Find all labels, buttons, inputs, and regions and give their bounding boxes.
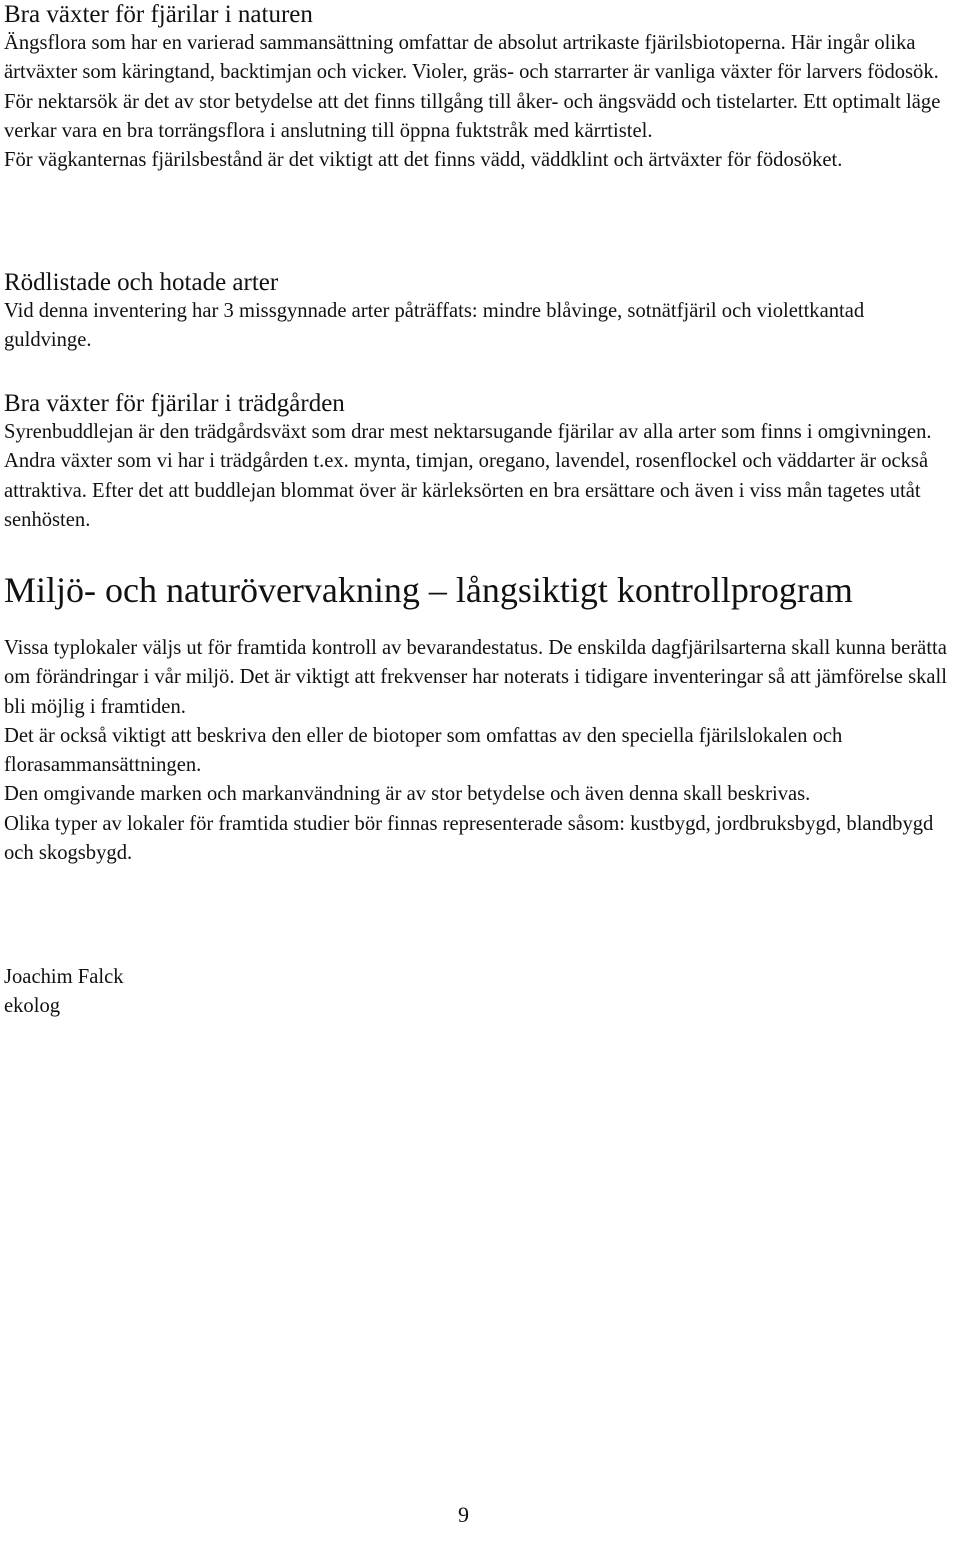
section-paragraph: Vid denna inventering har 3 missgynnade arter påträffats: mindre blåvinge, sotnätfjäril och violettkantad guldvinge. — [4, 300, 865, 352]
section-heading: Miljö- och naturövervakning – långsiktigt kontrollprogram — [4, 570, 853, 610]
section-paragraph: Ängsflora som har en varierad sammansättning omfattar de absolut artrikaste fjärilsbiotoperna. Här ingår olika ärtväxter som käringtand, backtimjan och vicker. Violer, gräs- och starrarter är vanliga växter för larvers födosök. För nektarsök är det av stor betydelse att det finns tillgång till åker- och ängsvädd och tistelarter. Ett optimalt läge verkar vara en bra torrängsflora i anslutning till öppna fuktstråk med kärrtistel. — [4, 32, 941, 142]
section-paragraph: Det är också viktigt att beskriva den eller de biotoper som omfattas av den speciella fjärilslokalen och florasammansättningen. — [4, 724, 843, 777]
section-monitoring — [4, 570, 954, 868]
signature-block — [4, 963, 124, 1022]
section-heading: Bra växter för fjärilar i trädgården — [4, 390, 345, 417]
signature-title: ekolog — [4, 995, 61, 1018]
section-natural-plants — [4, 0, 954, 175]
section-paragraph: Den omgivande marken och markanvändning är av stor betydelse och även denna skall beskrivas. — [4, 783, 811, 806]
section-heading: Rödlistade och hotade arter — [4, 269, 279, 296]
signature-name: Joachim Falck — [4, 966, 124, 988]
section-heading: Bra växter för fjärilar i naturen — [4, 1, 313, 28]
section-paragraph: Vissa typlokaler väljs ut för framtida kontroll av bevarandestatus. De enskilda dagfjärilsarterna skall kunna berätta om förändringar i vår miljö. Det är viktigt att frekvenser har noterats i tidigare inventeringar så att jämförelse skall bli möjlig i framtiden. — [4, 637, 947, 718]
section-garden-plants — [4, 389, 954, 535]
section-paragraph: Olika typer av lokaler för framtida studier bör finnas representerade såsom: kustbygd, jordbruksbygd, blandbygd och skogsbygd. — [4, 812, 934, 865]
section-red-listed — [4, 268, 954, 356]
section-paragraph: För vägkanternas fjärilsbestånd är det viktigt att det finns vädd, väddklint och ärtväxter för födosöket. — [4, 149, 843, 172]
page-number: 9 — [458, 1502, 469, 1527]
section-paragraph: Syrenbuddlejan är den trädgårdsväxt som drar mest nektarsugande fjärilar av alla arter som finns i omgivningen. Andra växter som vi har i trädgården t.ex. mynta, timjan, oregano, lavendel, rosenflockel och väddarter är också attraktiva. Efter det att buddlejan blommat över är kärleksörten en bra ersättare och även i viss mån tagetes utåt senhösten. — [4, 421, 932, 531]
